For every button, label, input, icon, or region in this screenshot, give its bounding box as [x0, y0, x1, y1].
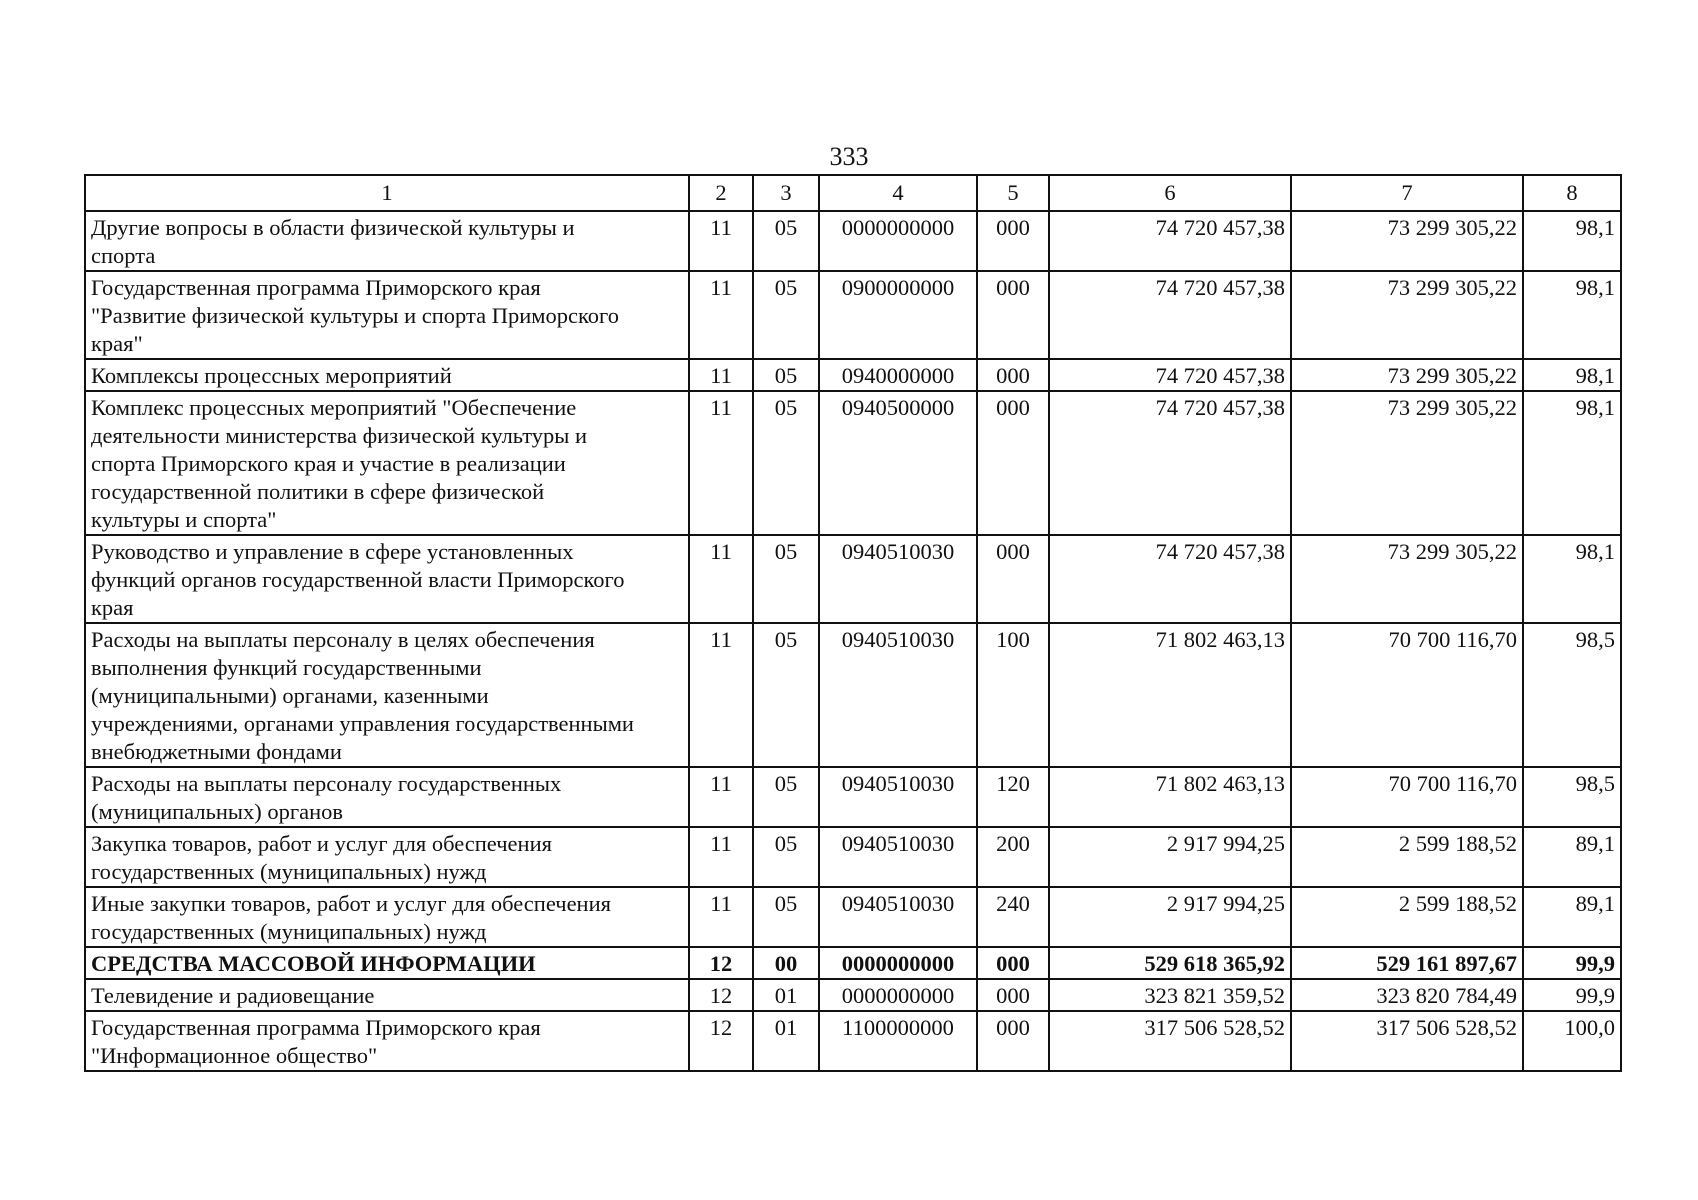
row-target-article: 0940510030 [819, 623, 977, 767]
row-subsection: 05 [753, 271, 819, 359]
row-expense-type: 000 [977, 1011, 1049, 1071]
row-percent: 98,1 [1523, 535, 1621, 623]
table-row [85, 271, 1621, 359]
row-plan-amount: 317 506 528,52 [1049, 1011, 1291, 1071]
row-section: 11 [689, 211, 753, 271]
table-row [85, 947, 1621, 979]
row-name: Телевидение и радиовещание [85, 979, 689, 1011]
row-plan-amount: 71 802 463,13 [1049, 767, 1291, 827]
row-plan-amount: 2 917 994,25 [1049, 887, 1291, 947]
row-actual-amount: 73 299 305,22 [1291, 211, 1523, 271]
row-percent: 98,1 [1523, 359, 1621, 391]
header-row [85, 175, 1621, 211]
row-expense-type: 000 [977, 359, 1049, 391]
row-name: Государственная программа Приморского края "Информационное общество" [85, 1011, 689, 1071]
row-plan-amount: 74 720 457,38 [1049, 359, 1291, 391]
row-subsection: 00 [753, 947, 819, 979]
row-target-article: 0000000000 [819, 211, 977, 271]
row-subsection: 05 [753, 767, 819, 827]
row-subsection: 05 [753, 827, 819, 887]
row-section: 11 [689, 887, 753, 947]
budget-table [84, 174, 1622, 1072]
row-plan-amount: 529 618 365,92 [1049, 947, 1291, 979]
row-section: 12 [689, 947, 753, 979]
column-header: 6 [1049, 175, 1291, 211]
row-percent: 99,9 [1523, 947, 1621, 979]
row-section: 11 [689, 271, 753, 359]
table-row [85, 623, 1621, 767]
row-subsection: 05 [753, 211, 819, 271]
row-actual-amount: 73 299 305,22 [1291, 535, 1523, 623]
row-expense-type: 000 [977, 211, 1049, 271]
row-expense-type: 200 [977, 827, 1049, 887]
row-actual-amount: 2 599 188,52 [1291, 887, 1523, 947]
column-header: 8 [1523, 175, 1621, 211]
row-subsection: 05 [753, 623, 819, 767]
column-header: 7 [1291, 175, 1523, 211]
row-target-article: 0940510030 [819, 827, 977, 887]
row-plan-amount: 2 917 994,25 [1049, 827, 1291, 887]
row-section: 11 [689, 767, 753, 827]
row-percent: 89,1 [1523, 827, 1621, 887]
row-expense-type: 100 [977, 623, 1049, 767]
row-section: 12 [689, 1011, 753, 1071]
row-actual-amount: 73 299 305,22 [1291, 271, 1523, 359]
row-section: 11 [689, 623, 753, 767]
row-name: Другие вопросы в области физической культуры и спорта [85, 211, 689, 271]
row-actual-amount: 317 506 528,52 [1291, 1011, 1523, 1071]
row-percent: 100,0 [1523, 1011, 1621, 1071]
row-target-article: 0940510030 [819, 767, 977, 827]
row-percent: 99,9 [1523, 979, 1621, 1011]
row-target-article: 0940000000 [819, 359, 977, 391]
row-name: Иные закупки товаров, работ и услуг для обеспечения государственных (муниципальных) нужд [85, 887, 689, 947]
row-actual-amount: 70 700 116,70 [1291, 767, 1523, 827]
row-name: Расходы на выплаты персоналу в целях обеспечения выполнения функций государственными (муниципальными) органами, казенными учреждениями, органами управления государственными внебюджетными фондами [85, 623, 689, 767]
row-target-article: 0940510030 [819, 535, 977, 623]
column-header: 4 [819, 175, 977, 211]
row-percent: 89,1 [1523, 887, 1621, 947]
table-row [85, 359, 1621, 391]
row-plan-amount: 74 720 457,38 [1049, 535, 1291, 623]
row-actual-amount: 323 820 784,49 [1291, 979, 1523, 1011]
table-row [85, 391, 1621, 535]
row-section: 12 [689, 979, 753, 1011]
row-target-article: 1100000000 [819, 1011, 977, 1071]
row-subsection: 01 [753, 979, 819, 1011]
row-section: 11 [689, 359, 753, 391]
row-target-article: 0000000000 [819, 979, 977, 1011]
row-name: Руководство и управление в сфере установленных функций органов государственной власти Приморского края [85, 535, 689, 623]
row-expense-type: 000 [977, 947, 1049, 979]
row-expense-type: 000 [977, 535, 1049, 623]
row-percent: 98,1 [1523, 211, 1621, 271]
row-expense-type: 000 [977, 979, 1049, 1011]
row-plan-amount: 74 720 457,38 [1049, 271, 1291, 359]
row-actual-amount: 73 299 305,22 [1291, 359, 1523, 391]
table-row [85, 887, 1621, 947]
row-name: СРЕДСТВА МАССОВОЙ ИНФОРМАЦИИ [85, 947, 689, 979]
table-body [85, 211, 1621, 1071]
row-subsection: 05 [753, 887, 819, 947]
row-target-article: 0940500000 [819, 391, 977, 535]
row-name: Расходы на выплаты персоналу государственных (муниципальных) органов [85, 767, 689, 827]
row-section: 11 [689, 535, 753, 623]
row-name: Комплексы процессных мероприятий [85, 359, 689, 391]
row-subsection: 05 [753, 535, 819, 623]
row-subsection: 05 [753, 391, 819, 535]
row-target-article: 0900000000 [819, 271, 977, 359]
row-expense-type: 240 [977, 887, 1049, 947]
row-percent: 98,5 [1523, 623, 1621, 767]
row-name: Государственная программа Приморского края "Развитие физической культуры и спорта Приморского края" [85, 271, 689, 359]
row-expense-type: 000 [977, 391, 1049, 535]
column-header: 1 [85, 175, 689, 211]
row-section: 11 [689, 827, 753, 887]
table-row [85, 211, 1621, 271]
column-header: 3 [753, 175, 819, 211]
row-percent: 98,1 [1523, 271, 1621, 359]
table-row [85, 1011, 1621, 1071]
row-section: 11 [689, 391, 753, 535]
row-target-article: 0940510030 [819, 887, 977, 947]
row-name: Комплекс процессных мероприятий "Обеспечение деятельности министерства физической культуры и спорта Приморского края и участие в реализации государственной политики в сфере физической культуры и спорта" [85, 391, 689, 535]
page-number: 333 [829, 142, 869, 171]
row-plan-amount: 74 720 457,38 [1049, 211, 1291, 271]
row-actual-amount: 73 299 305,22 [1291, 391, 1523, 535]
row-target-article: 0000000000 [819, 947, 977, 979]
row-percent: 98,5 [1523, 767, 1621, 827]
row-plan-amount: 71 802 463,13 [1049, 623, 1291, 767]
row-subsection: 01 [753, 1011, 819, 1071]
row-percent: 98,1 [1523, 391, 1621, 535]
row-expense-type: 000 [977, 271, 1049, 359]
table-row [85, 767, 1621, 827]
row-plan-amount: 323 821 359,52 [1049, 979, 1291, 1011]
row-actual-amount: 2 599 188,52 [1291, 827, 1523, 887]
row-name: Закупка товаров, работ и услуг для обеспечения государственных (муниципальных) нужд [85, 827, 689, 887]
column-header: 2 [689, 175, 753, 211]
row-plan-amount: 74 720 457,38 [1049, 391, 1291, 535]
table-row [85, 827, 1621, 887]
table-row [85, 979, 1621, 1011]
row-subsection: 05 [753, 359, 819, 391]
row-actual-amount: 529 161 897,67 [1291, 947, 1523, 979]
column-header: 5 [977, 175, 1049, 211]
row-actual-amount: 70 700 116,70 [1291, 623, 1523, 767]
table-row [85, 535, 1621, 623]
row-expense-type: 120 [977, 767, 1049, 827]
